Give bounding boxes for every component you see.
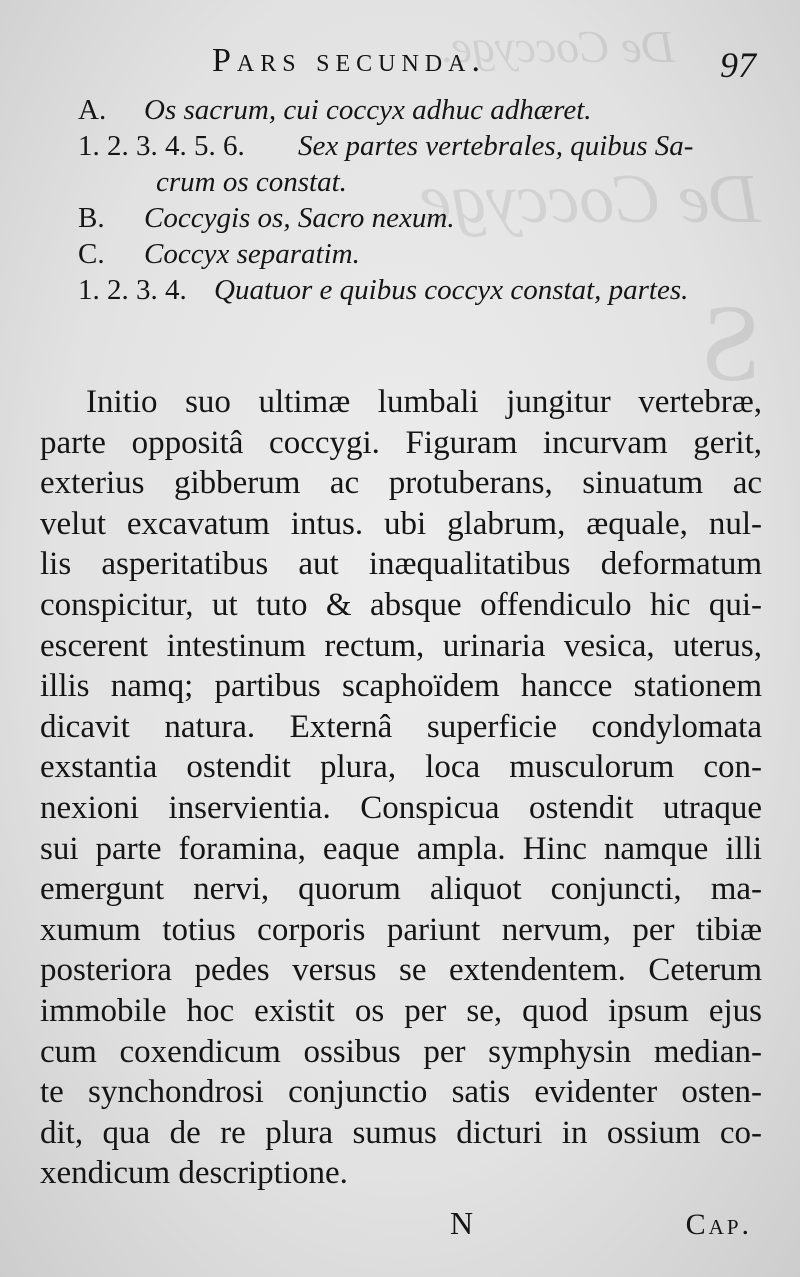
legend-key: A. [78, 94, 107, 126]
legend-key: C. [78, 238, 105, 270]
legend-item [78, 236, 768, 272]
legend-text: Quatuor e quibus coccyx constat, partes. [214, 274, 689, 306]
main-paragraph [40, 382, 762, 1194]
running-head: Pars secunda. [212, 42, 486, 79]
text-line: sui parte foramina, eaque ampla. Hinc namque illi [40, 830, 762, 867]
text-line: exstantia ostendit plura, loca musculorum con- [40, 749, 762, 786]
page-header [0, 38, 800, 88]
legend-key: B. [78, 202, 105, 234]
text-line: dicavit natura. Externâ superficie condylomata [40, 708, 762, 745]
text-line: lis asperitatibus aut inæqualitatibus deformatum [40, 546, 762, 583]
show-through-drop-cap: S [700, 282, 762, 404]
legend-item [78, 200, 768, 236]
text-line: xendicum descriptione. [40, 1155, 348, 1192]
show-through-text: De Coccyge. [440, 21, 675, 72]
text-line: exterius gibberum ac protuberans, sinuatum ac [40, 465, 762, 502]
text-line: immobile hoc existit os per se, quod ipsum ejus [40, 992, 762, 1029]
legend-text: Sex partes vertebrales, quibus Sa- [298, 130, 694, 162]
text-line: nexioni inservientia. Conspicua ostendit utraque [40, 789, 762, 826]
text-line: dit, qua de re plura sumus dicturi in ossium co- [40, 1114, 762, 1151]
legend-key: 1. 2. 3. 4. 5. 6. [78, 130, 245, 162]
figure-legend [78, 92, 768, 308]
text-line: conspicitur, ut tuto & absque offendiculo hic qui- [40, 586, 762, 623]
page-number: 97 [720, 45, 756, 85]
text-line: escerent intestinum rectum, urinaria vesica, uterus, [40, 627, 762, 664]
legend-item [78, 272, 768, 308]
text-line: Initio suo ultimæ lumbali jungitur vertebræ, [86, 384, 762, 420]
legend-item [78, 92, 768, 128]
signature-mark: N [450, 1205, 474, 1241]
text-line: parte oppositâ coccygi. Figuram incurvam gerit, [40, 424, 762, 461]
catchword: Cap. [685, 1208, 752, 1241]
legend-text: Coccygis os, Sacro nexum. [144, 202, 455, 234]
text-line: posteriora pedes versus se extendentem. Ceterum [40, 952, 762, 989]
legend-continuation: crum os constat. [156, 166, 347, 198]
legend-item [78, 128, 768, 164]
show-through-initial: De Coccyge [420, 161, 761, 238]
text-line: xumum totius corporis pariunt nervum, per tibiæ [40, 911, 762, 948]
text-line: te synchondrosi conjunctio satis evidenter osten- [40, 1074, 762, 1111]
legend-text: Coccyx separatim. [144, 238, 360, 270]
text-line: illis namq; partibus scaphoïdem hancce stationem [40, 668, 762, 705]
text-line: emergunt nervi, quorum aliquot conjuncti, ma- [40, 871, 762, 908]
text-line: velut excavatum intus. ubi glabrum, æquale, nul- [40, 505, 762, 542]
legend-key: 1. 2. 3. 4. [78, 274, 187, 306]
text-line: cum coxendicum ossibus per symphysin median- [40, 1033, 762, 1070]
legend-text: Os sacrum, cui coccyx adhuc adhæret. [144, 94, 592, 126]
